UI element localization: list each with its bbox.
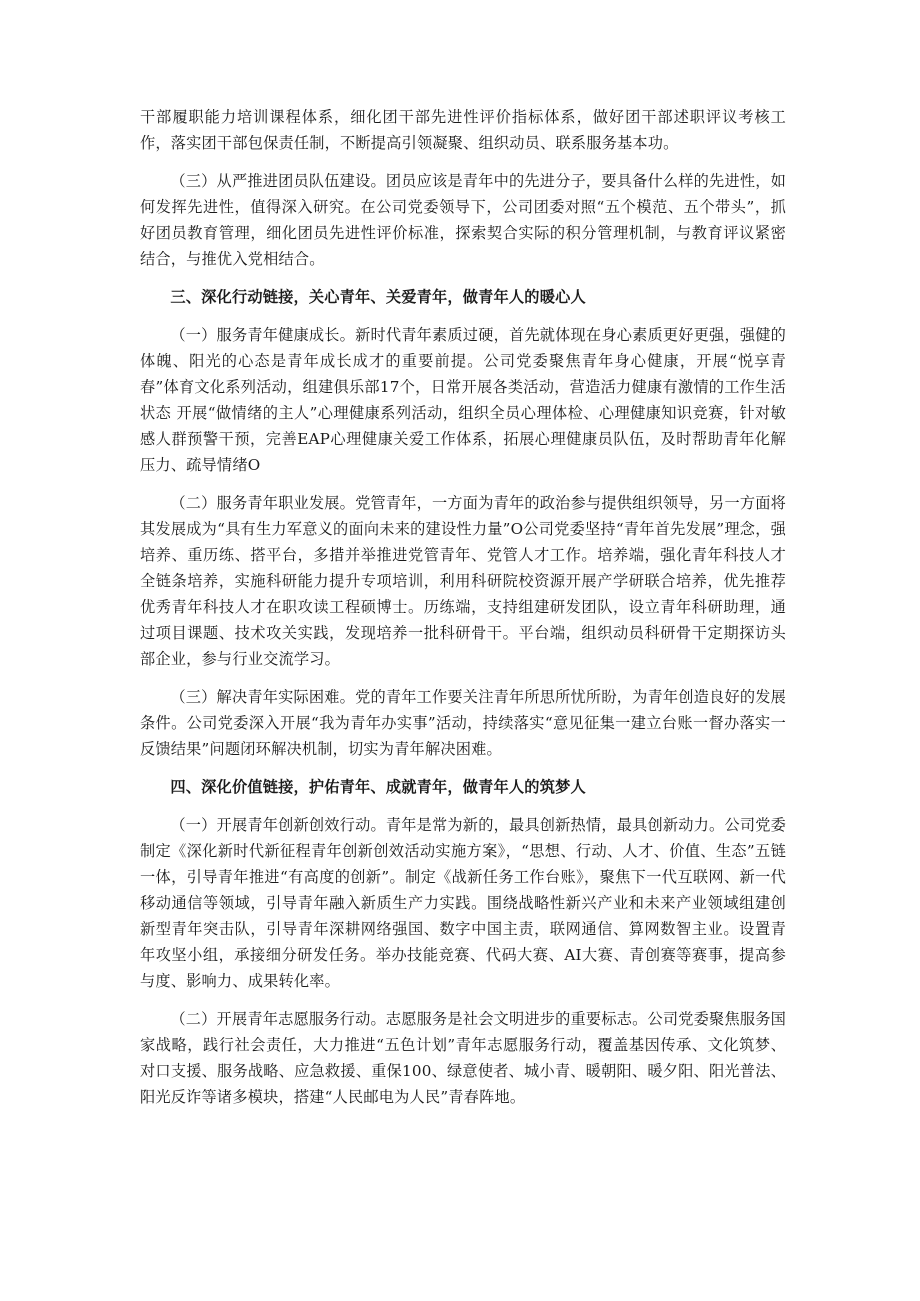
section-heading-three: 三、深化行动链接，关心青年、关爱青年，做青年人的暖心人: [170, 288, 586, 306]
paragraph-youth-career: （二）服务青年职业发展。党管青年，一方面为青年的政治参与提供组织领导，另一方面将其发展成为“具有生力军意义的面向未来的建设性力量”O公司党委坚持“青年首先发展”理念，强培养、重历练、搭平台，多措并举推进党管青年、党管人才工作。培养端，强化青年科技人才全链条培养，实施科研能力提升专项培训，利用科研院校资源开展产学研联合培养，优先推荐优秀青年科技人才在职攻读工程硕博士。历练端，支持组建研发团队，设立青年科研助理，通过项目课题、技术攻关实践，发现培养一批科研骨干。平台端，组织动员科研骨干定期探访头部企业，参与行业交流学习。: [140, 494, 786, 668]
paragraph-member-team-building: （三）从严推进团员队伍建设。团员应该是青年中的先进分子，要具备什么样的先进性，如何发挥先进性，值得深入研究。在公司党委领导下，公司团委对照“五个模范、五个带头”，抓好团员教育管理，细化团员先进性评价标准，探索契合实际的积分管理机制，与教育评议紧密结合，与推优入党相结合。: [140, 172, 786, 268]
paragraph-youth-innovation: （一）开展青年创新创效行动。青年是常为新的，最具创新热情，最具创新动力。公司党委制定《深化新时代新征程青年创新创效活动实施方案》，“思想、行动、人才、价值、生态”五链一体，引导青年推进“有高度的创新”。制定《战新任务工作台账》，聚焦下一代互联网、新一代移动通信等领域，引导青年融入新质生产力实践。围绕战略性新兴产业和未来产业领域组建创新型青年突击队，引导青年深耕网络强国、数字中国主责，联网通信、算网数智主业。设置青年攻坚小组，承接细分研发任务。举办技能竞赛、代码大赛、AI大赛、青创赛等赛事，提高参与度、影响力、成果转化率。: [140, 816, 786, 990]
section-heading-four: 四、深化价值链接，护佑青年、成就青年，做青年人的筑梦人: [170, 778, 586, 796]
paragraph-youth-difficulties: （三）解决青年实际困难。党的青年工作要关注青年所思所忧所盼，为青年创造良好的发展条件。公司党委深入开展“我为青年办实事”活动，持续落实“意见征集一建立台账一督办落实一反馈结果”问题闭环解决机制，切实为青年解决困难。: [140, 688, 786, 758]
paragraph-youth-volunteer: （二）开展青年志愿服务行动。志愿服务是社会文明进步的重要标志。公司党委聚焦服务国家战略，践行社会责任，大力推进“五色计划”青年志愿服务行动，覆盖基因传承、文化筑梦、对口支援、服务战略、应急救援、重保100、绿意使者、城小青、暖朝阳、暖夕阳、阳光普法、阳光反诈等诸多模块，搭建“人民邮电为人民”青春阵地。: [140, 1010, 786, 1106]
paragraph-cadre-training: 干部履职能力培训课程体系，细化团干部先进性评价指标体系，做好团干部述职评议考核工作，落实团干部包保责任制，不断提高引领凝聚、组织动员、联系服务基本功。: [140, 108, 786, 152]
paragraph-youth-health: （一）服务青年健康成长。新时代青年素质过硬，首先就体现在身心素质更好更强，强健的体魄、阳光的心态是青年成长成才的重要前提。公司党委聚焦青年身心健康，开展“悦享青春”体育文化系列活动，组建俱乐部17个，日常开展各类活动，营造活力健康有激情的工作生活状态 开展“做情绪的主人”心理健康系列活动，组织全员心理体检、心理健康知识竞赛，针对敏感人群预警干预，完善EAP心理健康关爱工作体系，拓展心理健康员队伍，及时帮助青年化解压力、疏导情绪O: [140, 326, 786, 474]
document-body: [140, 104, 786, 1122]
